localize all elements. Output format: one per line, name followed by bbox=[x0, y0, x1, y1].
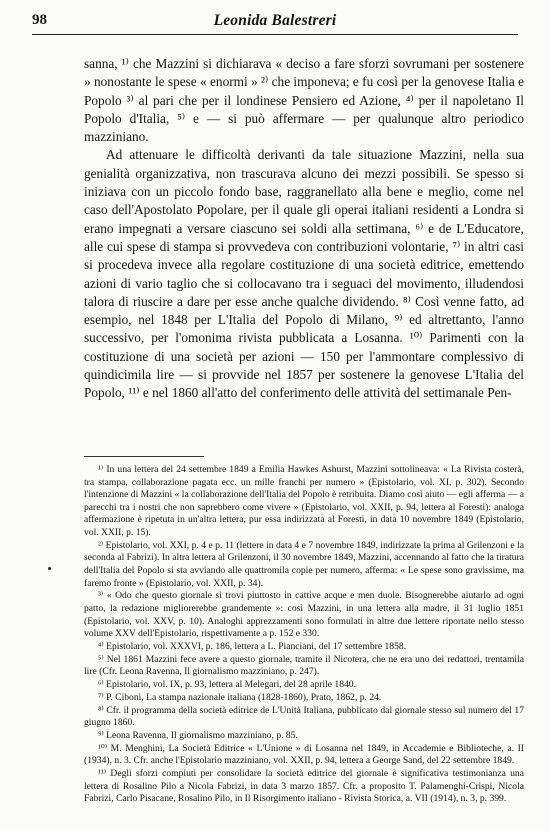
margin-mark bbox=[48, 567, 51, 570]
footnote-6: ⁶⁾ Epistolario, vol. IX, p. 93, lettera al Melegari, del 28 aprile 1840. bbox=[98, 679, 357, 691]
footnote-9: ⁹⁾ Leona Ravenna, Il giornalismo mazziniano, p. 85. bbox=[98, 729, 298, 741]
paragraph: Ad attenuare le difficoltà derivanti da tale situazione Mazzini, nella sua genialità organizzativa, non trascurava alcuno dei mezzi possibili. Se spesso si iniziava con un piccolo fondo base, raggranellato alla bene e meglio, come nel caso dell'Apostolato Popolare, per il quale gli operai italiani residenti a Londra si erano impegnati a versare ciascuno sei soldi alla settimana, ⁶⁾ e de L'Educatore, alle cui spese di stampa si provvedeva con contribuzioni volontarie, ⁷⁾ in altri casi si procedeva invece alla regolare costituzione di una società editrice, emettendo azioni di vario taglio che si collocavano tra i seguaci del movimento, illudendosi talora di riuscire a dare per esse anche qualche dividendo. ⁸⁾ Così venne fatto, ad esempio, nel 1848 per L'Italia del Popolo di Milano, ⁹⁾ ed altrettanto, l'anno successivo, per l'omonima rivista pubblicata a Losanna. ¹⁰⁾ Parimenti con la costituzione di una società per azioni — 150 per l'ammontare complessivo di quindicimila lire — si provvide nel 1857 per sostenere la genovese L'Italia del Popolo, ¹¹⁾ e nel 1860 all'atto del conferimento delle attività del settimanale Pen- bbox=[84, 147, 524, 401]
footnote-1: ¹⁾ In una lettera del 24 settembre 1849 a Emilia Hawkes Ashurst, Mazzini sottolineava: « La Rivista costerà, tra stampa, collaborazione pagata ecc. un mille franchi per numero » (Epistolario, vol. XI, p. 302). Secondo l'intenzione di Mazzini « la collaborazione dell'Italia del Popolo è retribuita. Diamo così aiuto — egli afferma — a parecchi tra i nostri che non saprebbero come vivere » (Epistolario, vol. XXII, p. 94, lettera al Foresti): analoga affermazione è ripetuta in un'altra lettera, pur essa indirizzata al Foresti, in data 10 novembre 1849 (Epistolario, vol. XXII, p. 15). bbox=[84, 464, 524, 538]
footnote-8: ⁸⁾ Cfr. il programma della società editrice de L'Unità Italiana, pubblicato dal giornale stesso sul numero del 17 giugno 1860. bbox=[84, 704, 524, 729]
footnote-separator bbox=[84, 456, 204, 457]
footnotes-section bbox=[84, 464, 524, 806]
paragraph-continuation: sanna, ¹⁾ che Mazzini si dichiarava « deciso a fare sforzi sovrumani per sostenere » nonostante le spese « enormi » ²⁾ che imponeva; e fu così per la genovese Italia e Popolo ³⁾ al pari che per il londinese Pensiero ed Azione, ⁴⁾ per il napoletano Il Popolo d'Italia, ⁵⁾ e — si può affermare — per qualunque altro periodico mazziniano. bbox=[84, 56, 524, 145]
footnote-5: ⁵⁾ Nel 1861 Mazzini fece avere a questo giornale, tramite il Nicotera, che ne era uno dei redattori, trentamila lire (Cfr. Leona Ravenna, Il giornalismo mazziniano, p. 247). bbox=[84, 653, 524, 678]
footnote-2: ²⁾ Epistolario, vol. XXI, p. 4 e p. 11 (lettere in data 4 e 7 novembre 1849, indirizzate la prima al Grilenzoni e la seconda al Fabrizi). In altra lettera al Grilenzoni, il 30 novembre 1849, Mazzini, accennando al fatto che la tiratura dell'Italia del Popolo si sta avviando alle quattromila copie per numero, afferma: « Le spese sono gravissime, ma faremo fronte » (Epistolario, vol. XXII, p. 34). bbox=[84, 539, 524, 589]
page-number: 98 bbox=[32, 12, 47, 28]
main-text bbox=[84, 55, 524, 403]
footnote-3: ³⁾ « Odo che questo giornale si trovi piuttosto in cattive acque e men duole. Bisognerebbe aiutarlo ad ogni patto, la redazione migliorerebbe grandemente »: così Mazzini, in una lettera alla madre, il 31 luglio 1851 (Epistolario, vol. XXV, p. 10). Analoghi apprezzamenti sono formulati in altre due lettere riportate nello stesso volume XXV dell'Epistolario, rispettivamente a p. 152 e 330. bbox=[84, 590, 524, 640]
footnote-11: ¹¹⁾ Degli sforzi compiuti per consolidare la società editrice del giornale è significativa testimonianza una lettera di Rosalino Pilo a Nicola Fabrizi, in data 3 marzo 1857. Cfr. a proposito T. Palamenghi-Crispi, Nicola Fabrizi, Carlo Pisacane, Rosalino Pilo, in Il Risorgimento italiano - Rivista Storica, a. VII (1914), n. 3, p. 399. bbox=[84, 768, 524, 805]
footnote-4: ⁴⁾ Epistolario, vol. XXXVI, p. 186, lettera a L. Pianciani, del 17 settembre 1858. bbox=[98, 640, 407, 652]
footnote-7: ⁷⁾ P. Ciboni, La stampa nazionale italiana (1828-1860), Prato, 1862, p. 24. bbox=[98, 691, 382, 703]
footnote-10: ¹⁰⁾ M. Menghini, La Società Editrice « L'Unione » di Losanna nel 1849, in Accademie e Biblioteche, a. II (1934), n. 3. Cfr. anche l'Epistolario mazziniano, vol. XXII, p. 94, lettera a George Sand, del 22 settembre 1849. bbox=[84, 742, 524, 767]
page-header bbox=[32, 12, 518, 35]
running-title: Leonida Balestreri bbox=[213, 12, 337, 29]
